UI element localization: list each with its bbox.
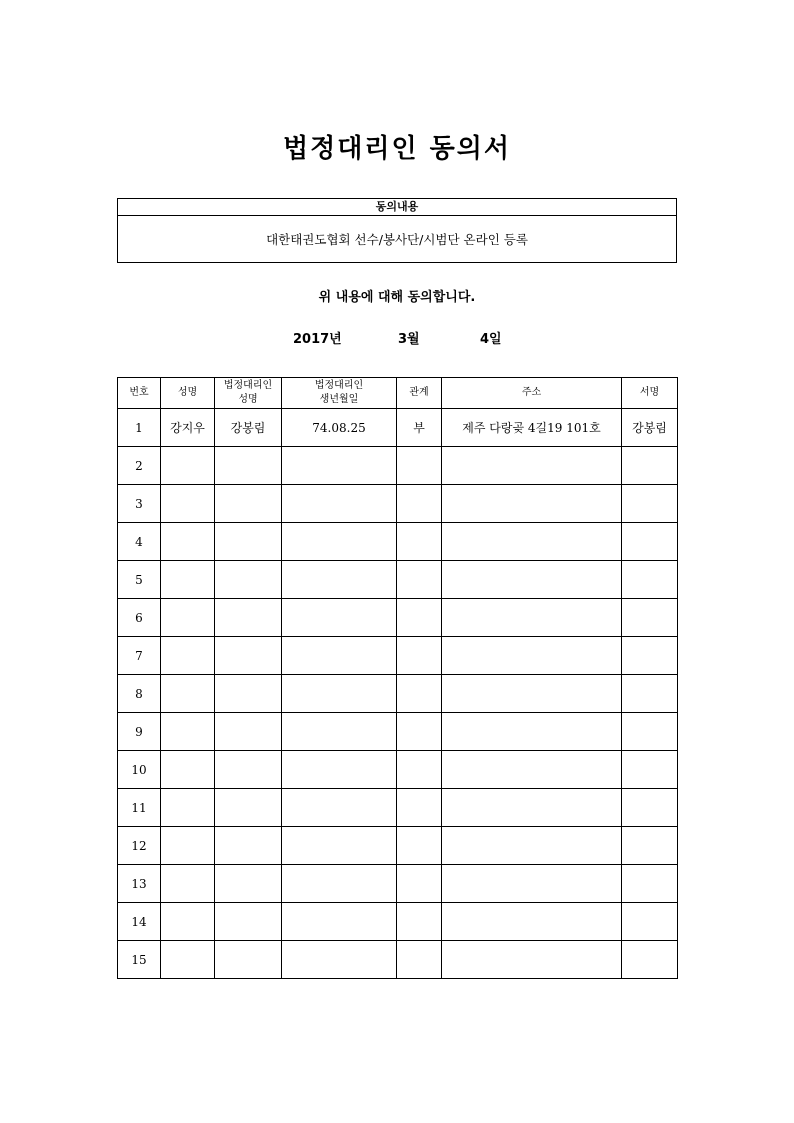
cell-guardian-name [215, 713, 282, 751]
table-header-row [118, 378, 678, 409]
cell-relation [397, 903, 442, 941]
cell-guardian-name [215, 865, 282, 903]
cell-relation [397, 789, 442, 827]
cell-name [161, 599, 215, 637]
agree-statement: 위 내용에 대해 동의합니다. [318, 290, 476, 305]
date-year: 2017년 [293, 332, 342, 347]
cell-guardian-birthdate [282, 903, 397, 941]
cell-number: 9 [118, 713, 161, 751]
cell-signature: 강봉림 [622, 409, 678, 447]
cell-signature [622, 827, 678, 865]
cell-relation [397, 713, 442, 751]
cell-guardian-birthdate [282, 599, 397, 637]
cell-signature [622, 713, 678, 751]
cell-address [442, 865, 622, 903]
cell-guardian-birthdate [282, 789, 397, 827]
cell-number: 5 [118, 561, 161, 599]
header-relation: 관계 [397, 378, 442, 409]
cell-relation: 부 [397, 409, 442, 447]
cell-signature [622, 599, 678, 637]
cell-signature [622, 903, 678, 941]
cell-relation [397, 447, 442, 485]
guardian-table [117, 377, 678, 979]
cell-guardian-name [215, 675, 282, 713]
cell-number: 10 [118, 751, 161, 789]
cell-number: 4 [118, 523, 161, 561]
cell-relation [397, 865, 442, 903]
cell-number: 1 [118, 409, 161, 447]
cell-relation [397, 637, 442, 675]
cell-guardian-name: 강봉림 [215, 409, 282, 447]
cell-address [442, 941, 622, 979]
cell-name [161, 485, 215, 523]
cell-number: 8 [118, 675, 161, 713]
cell-relation [397, 485, 442, 523]
cell-guardian-name [215, 637, 282, 675]
cell-signature [622, 485, 678, 523]
cell-guardian-name [215, 941, 282, 979]
cell-address [442, 561, 622, 599]
cell-address [442, 903, 622, 941]
cell-guardian-birthdate [282, 523, 397, 561]
header-guardian-name: 법정대리인 성명 [215, 378, 282, 409]
cell-relation [397, 675, 442, 713]
table-row [118, 675, 678, 713]
cell-signature [622, 789, 678, 827]
cell-guardian-name [215, 751, 282, 789]
cell-guardian-name [215, 561, 282, 599]
cell-guardian-birthdate [282, 637, 397, 675]
cell-name: 강지우 [161, 409, 215, 447]
cell-guardian-birthdate [282, 713, 397, 751]
cell-name [161, 675, 215, 713]
cell-number: 6 [118, 599, 161, 637]
cell-guardian-name [215, 599, 282, 637]
cell-guardian-birthdate [282, 447, 397, 485]
table-row [118, 447, 678, 485]
cell-guardian-birthdate [282, 675, 397, 713]
cell-number: 14 [118, 903, 161, 941]
cell-name [161, 751, 215, 789]
table-row [118, 637, 678, 675]
cell-signature [622, 865, 678, 903]
cell-guardian-birthdate [282, 941, 397, 979]
cell-address [442, 675, 622, 713]
cell-name [161, 523, 215, 561]
cell-signature [622, 523, 678, 561]
cell-relation [397, 827, 442, 865]
table-row [118, 751, 678, 789]
cell-address [442, 485, 622, 523]
cell-guardian-birthdate: 74.08.25 [282, 409, 397, 447]
cell-number: 15 [118, 941, 161, 979]
cell-guardian-birthdate [282, 485, 397, 523]
cell-name [161, 789, 215, 827]
cell-guardian-name [215, 523, 282, 561]
cell-signature [622, 637, 678, 675]
cell-number: 12 [118, 827, 161, 865]
cell-number: 11 [118, 789, 161, 827]
cell-guardian-birthdate [282, 751, 397, 789]
cell-signature [622, 447, 678, 485]
cell-address [442, 789, 622, 827]
header-number: 번호 [118, 378, 161, 409]
cell-signature [622, 941, 678, 979]
consent-header: 동의내용 [118, 199, 676, 216]
cell-guardian-name [215, 789, 282, 827]
cell-signature [622, 561, 678, 599]
cell-name [161, 637, 215, 675]
cell-number: 13 [118, 865, 161, 903]
cell-name [161, 713, 215, 751]
cell-signature [622, 675, 678, 713]
cell-name [161, 447, 215, 485]
cell-number: 2 [118, 447, 161, 485]
cell-relation [397, 751, 442, 789]
cell-guardian-birthdate [282, 827, 397, 865]
cell-address [442, 637, 622, 675]
table-row [118, 485, 678, 523]
header-address: 주소 [442, 378, 622, 409]
cell-relation [397, 941, 442, 979]
cell-name [161, 865, 215, 903]
cell-address [442, 827, 622, 865]
date-line [0, 328, 794, 348]
cell-guardian-birthdate [282, 865, 397, 903]
table-row [118, 903, 678, 941]
cell-name [161, 903, 215, 941]
table-row [118, 827, 678, 865]
header-name: 성명 [161, 378, 215, 409]
cell-address [442, 599, 622, 637]
table-row [118, 941, 678, 979]
cell-name [161, 941, 215, 979]
cell-name [161, 561, 215, 599]
header-guardian-birthdate: 법정대리인 생년월일 [282, 378, 397, 409]
table-row [118, 713, 678, 751]
cell-number: 7 [118, 637, 161, 675]
cell-signature [622, 751, 678, 789]
header-signature: 서명 [622, 378, 678, 409]
cell-number: 3 [118, 485, 161, 523]
document-title: 법정대리인 동의서 [283, 134, 511, 164]
cell-address: 제주 다랑곶 4길19 101호 [442, 409, 622, 447]
cell-address [442, 713, 622, 751]
cell-relation [397, 523, 442, 561]
cell-relation [397, 561, 442, 599]
cell-address [442, 523, 622, 561]
table-row [118, 865, 678, 903]
cell-name [161, 827, 215, 865]
table-row [118, 409, 678, 447]
cell-guardian-name [215, 485, 282, 523]
cell-guardian-name [215, 827, 282, 865]
cell-address [442, 751, 622, 789]
date-day: 4일 [480, 332, 502, 347]
cell-guardian-name [215, 903, 282, 941]
table-row [118, 523, 678, 561]
table-row [118, 599, 678, 637]
table-row [118, 789, 678, 827]
table-row [118, 561, 678, 599]
cell-relation [397, 599, 442, 637]
cell-guardian-name [215, 447, 282, 485]
cell-address [442, 447, 622, 485]
date-month: 3월 [398, 332, 420, 347]
consent-box [117, 198, 677, 263]
consent-body: 대한태권도협회 선수/봉사단/시범단 온라인 등록 [266, 232, 528, 247]
cell-guardian-birthdate [282, 561, 397, 599]
